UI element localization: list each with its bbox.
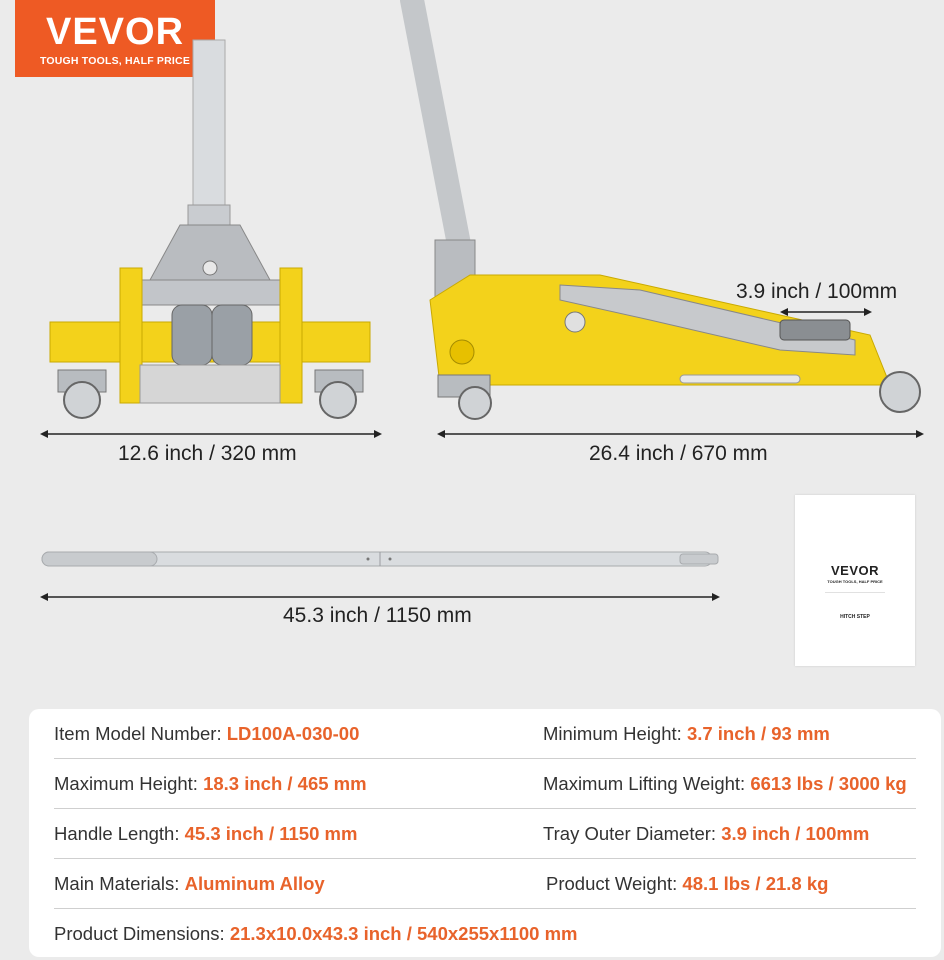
spec-cell: Item Model Number: LD100A-030-00	[54, 723, 360, 744]
logo-tagline: TOUGH TOOLS, HALF PRICE	[39, 55, 191, 67]
spec-cell: Product Dimensions: 21.3x10.0x43.3 inch / 540x255x1100 mm	[54, 923, 578, 944]
jack-front-view-image	[40, 0, 385, 425]
jack-side-view-image	[400, 0, 930, 425]
spec-cell: Maximum Height: 18.3 inch / 465 mm	[54, 773, 367, 794]
spec-row	[29, 859, 941, 909]
spec-table	[29, 709, 941, 957]
length-arrow	[437, 427, 924, 441]
spec-cell: Handle Length: 45.3 inch / 1150 mm	[54, 823, 358, 844]
spec-cell: Product Weight: 48.1 lbs / 21.8 kg	[546, 873, 829, 894]
manual-fine-print: ————————————————————	[825, 590, 885, 594]
spec-row	[29, 809, 941, 859]
manual-brand: VEVOR	[830, 563, 879, 578]
width-label: 12.6 inch / 320 mm	[118, 442, 297, 465]
spec-row	[29, 909, 941, 959]
tray-diameter-label: 3.9 inch / 100mm	[736, 280, 898, 303]
handle-length-label: 45.3 inch / 1150 mm	[283, 604, 472, 627]
length-label: 26.4 inch / 670 mm	[589, 442, 768, 465]
spec-row	[29, 759, 941, 809]
handle-image	[40, 548, 722, 572]
manual-title: HITCH STEP	[840, 614, 870, 620]
spec-cell: Minimum Height: 3.7 inch / 93 mm	[543, 723, 830, 744]
spec-cell: Tray Outer Diameter: 3.9 inch / 100mm	[543, 823, 870, 844]
user-manual-image	[795, 495, 915, 666]
handle-arrow	[40, 590, 720, 604]
width-arrow	[40, 427, 382, 441]
spec-row	[29, 709, 941, 759]
logo-brand: VEVOR	[45, 11, 185, 53]
spec-cell: Main Materials: Aluminum Alloy	[54, 873, 325, 894]
spec-cell: Maximum Lifting Weight: 6613 lbs / 3000 kg	[543, 773, 907, 794]
manual-tagline: TOUGH TOOLS, HALF PRICE	[827, 579, 883, 584]
tray-diameter-arrow	[780, 305, 872, 319]
